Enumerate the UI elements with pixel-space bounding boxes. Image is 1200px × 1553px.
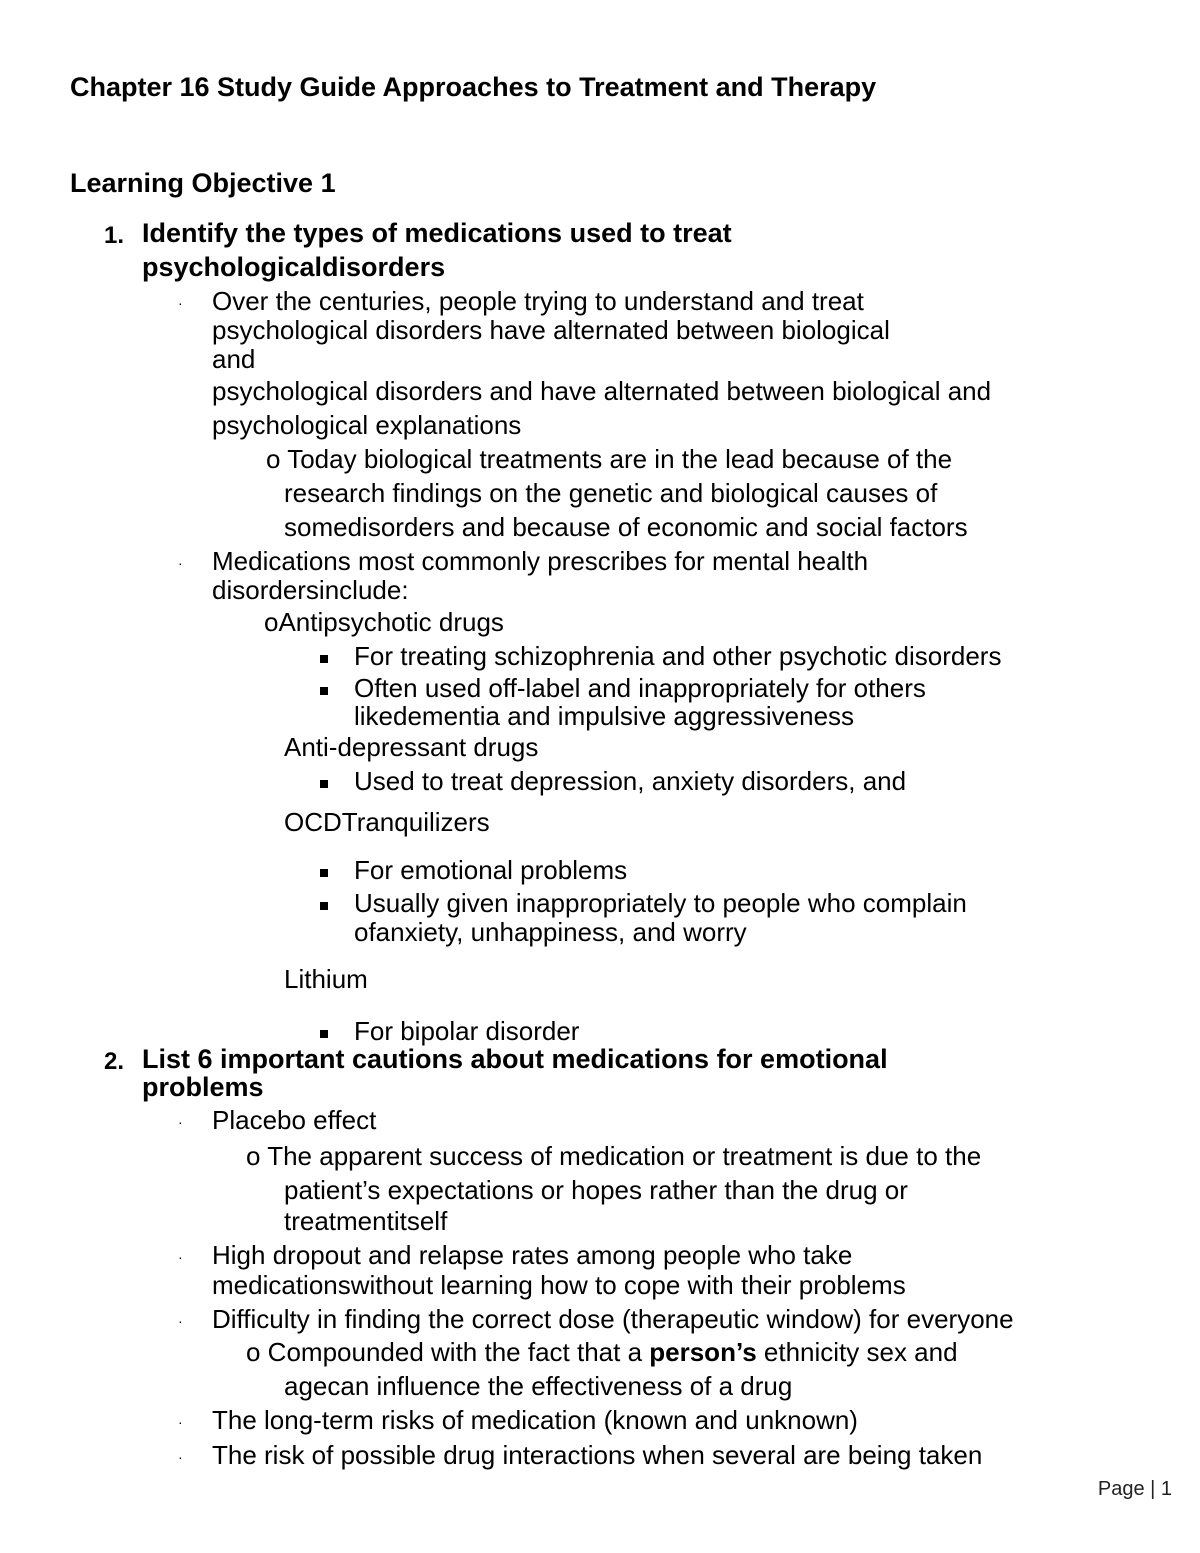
drug-category: OCDTranquilizers — [284, 807, 490, 837]
body-line: Over the centuries, people trying to understand and treat — [212, 286, 864, 316]
body-line: Often used off-label and inappropriately for others — [354, 673, 926, 703]
body-line: The risk of possible drug interactions when several are being taken — [212, 1440, 983, 1470]
body-line: psychological disorders have alternated between biological — [212, 315, 890, 345]
emphasis-text: person’s — [649, 1337, 757, 1367]
body-line — [246, 1337, 958, 1368]
body-text: ethnicity sex and — [756, 1337, 958, 1367]
body-line: psychological disorders and have alternated between biological and — [212, 376, 992, 406]
body-line: o Today biological treatments are in the lead because of the — [266, 444, 953, 474]
bullet-dot: · — [178, 1313, 183, 1329]
drug-category: Lithium — [284, 964, 368, 994]
question-2-line-1: List 6 important cautions about medications for emotional — [142, 1044, 888, 1074]
body-text: o Compounded with the fact that a — [246, 1337, 650, 1367]
body-line: Medications most commonly prescribes for mental health — [212, 546, 869, 576]
page-number: Page | 1 — [1097, 1478, 1172, 1500]
square-bullet — [320, 687, 328, 695]
question-1-line-1: Identify the types of medications used to treat — [142, 218, 732, 248]
square-bullet — [320, 1030, 328, 1038]
learning-objective-heading: Learning Objective 1 — [70, 168, 336, 198]
question-2-number: 2. — [104, 1048, 125, 1075]
square-bullet — [320, 869, 328, 877]
question-2-line-2: problems — [142, 1072, 264, 1102]
body-line: somedisorders and because of economic and social factors — [284, 512, 968, 542]
bullet-dot: · — [178, 1414, 183, 1430]
square-bullet — [320, 902, 328, 910]
bullet-dot: · — [178, 295, 183, 311]
drug-category: oAntipsychotic drugs — [264, 607, 504, 637]
body-line: likedementia and impulsive aggressiveness — [354, 701, 855, 731]
body-line: agecan influence the effectiveness of a drug — [284, 1371, 793, 1401]
body-line: o The apparent success of medication or treatment is due to the — [246, 1141, 982, 1171]
body-line: medicationswithout learning how to cope with their problems — [212, 1270, 906, 1300]
body-line: High dropout and relapse rates among people who take — [212, 1240, 853, 1270]
square-bullet — [320, 655, 328, 663]
bullet-dot: · — [178, 1449, 183, 1465]
body-line: For bipolar disorder — [354, 1016, 580, 1046]
body-line: Used to treat depression, anxiety disorders, and — [354, 766, 907, 796]
body-line: psychological explanations — [212, 410, 522, 440]
body-line: disordersinclude: — [212, 575, 409, 605]
body-line: For treating schizophrenia and other psychotic disorders — [354, 641, 1002, 671]
body-line: research findings on the genetic and biological causes of — [284, 478, 938, 508]
square-bullet — [320, 780, 328, 788]
question-1-line-2: psychologicaldisorders — [142, 252, 446, 282]
bullet-dot: · — [178, 1249, 183, 1265]
page-title: Chapter 16 Study Guide Approaches to Treatment and Therapy — [70, 72, 877, 102]
question-1-number: 1. — [104, 222, 125, 249]
body-line: For emotional problems — [354, 855, 628, 885]
body-line: treatmentitself — [284, 1206, 448, 1236]
bullet-dot: · — [178, 555, 183, 571]
body-line: and — [212, 344, 256, 374]
body-line: Usually given inappropriately to people who complain — [354, 888, 967, 918]
body-line: patient’s expectations or hopes rather than the drug or — [284, 1175, 908, 1205]
body-line: The long-term risks of medication (known and unknown) — [212, 1405, 858, 1435]
bullet-dot: · — [178, 1114, 183, 1130]
body-line: Placebo effect — [212, 1105, 377, 1135]
body-line: ofanxiety, unhappiness, and worry — [354, 917, 747, 947]
body-line: Difficulty in finding the correct dose (therapeutic window) for everyone — [212, 1304, 1014, 1334]
drug-category: Anti-depressant drugs — [284, 732, 539, 762]
